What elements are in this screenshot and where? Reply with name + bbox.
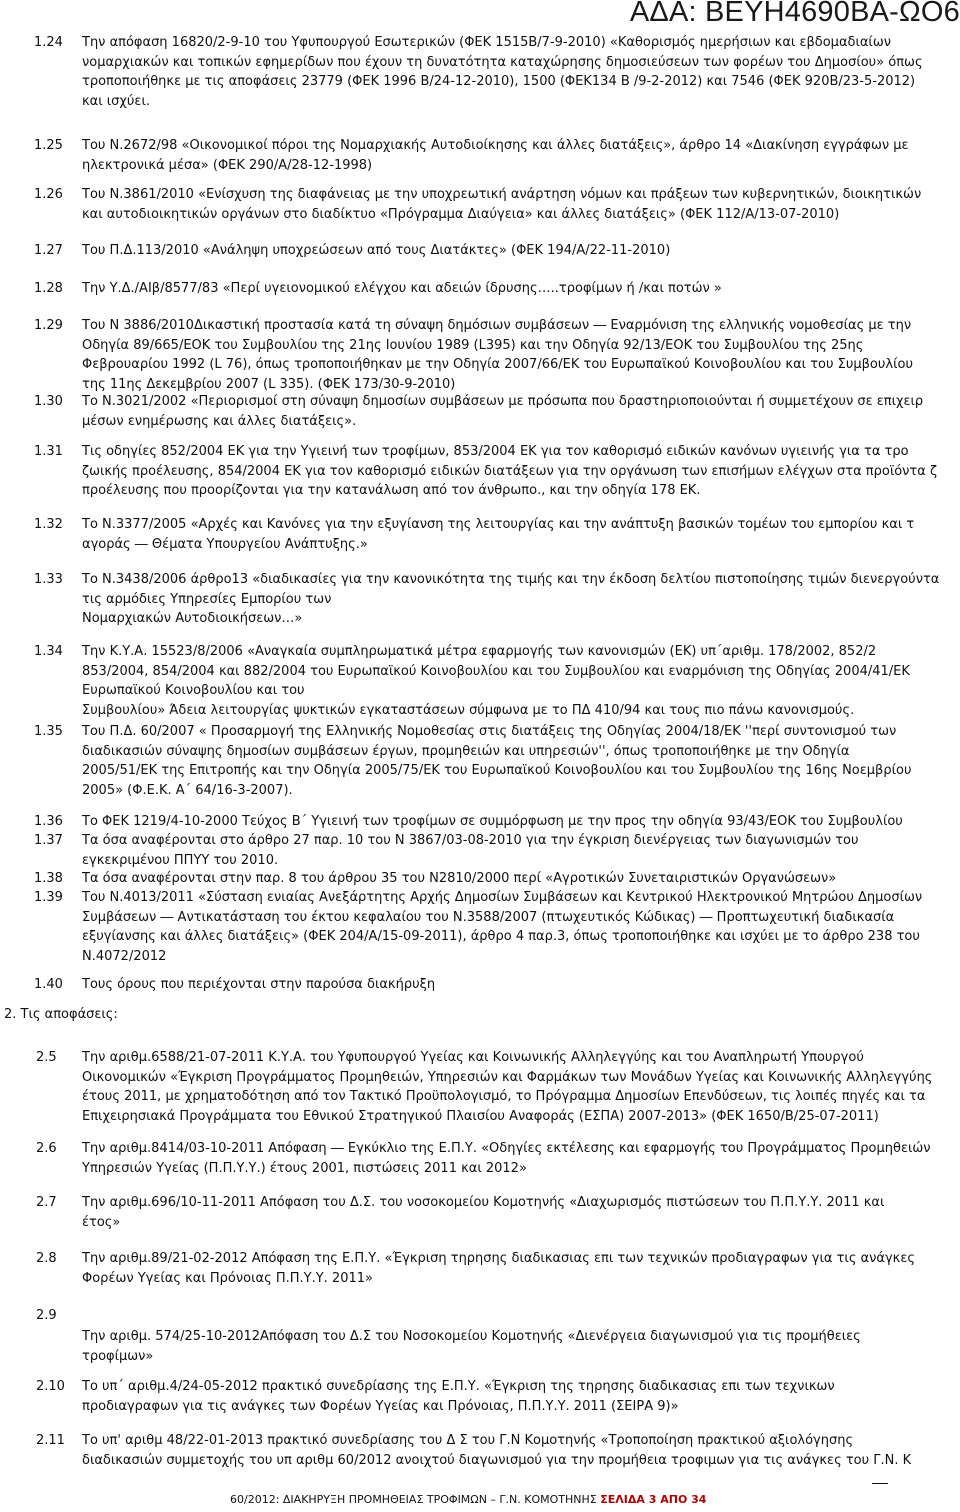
text-line: Το Ν.3438/2006 άρθρο13 «διαδικασίες για την κανονικότητα της τιμής και την έκδοση δελτίου πιστοποίησης τιμών διενεργούντα [82, 572, 940, 587]
text-line: εξυγίανσης και άλλες διατάξεις» (ΦΕΚ 204/Α/15-09-2011), άρθρο 4 παρ.3, όπως τροποποιήθηκε και ισχύει με το άρθρο 238 του [82, 929, 920, 944]
item-number: 1.40 [34, 977, 63, 992]
text-line: διαδικασιών σύναψης δημοσίων συμβάσεων έργων, προμηθειών και υπηρεσιών'', όπως τροποποιήθηκε με την Οδηγία [82, 743, 850, 759]
item-text [82, 316, 960, 394]
text-line: Νομαρχιακών Αυτοδιοικήσεων…» [82, 611, 303, 626]
text-line: Φορέων Υγείας και Πρόνοιας Π.Π.Υ.Υ. 2011» [82, 1270, 373, 1286]
text-line: Τις οδηγίες 852/2004 ΕΚ για την Υγιεινή των τροφίμων, 853/2004 ΕΚ για τον καθορισμό ειδικών κανόνων υγιεινής για τα τρο [82, 444, 909, 459]
text-line: τις αρμόδιες Υπηρεσίες Εμπορίου των [82, 591, 332, 607]
item-text [82, 33, 960, 111]
text-line: μέσων ενημέρωσης και άλλες διατάξεις». [82, 413, 357, 429]
item-number: 1.27 [34, 243, 63, 258]
text-line: και αυτοδιοικητικών οργάνων στο διαδίκτυο «Πρόγραμμα Διαύγεια» και άλλες διατάξεις» (ΦΕΚ 112/Α/13-07-2010) [82, 206, 840, 222]
section-2-title: 2. Τις αποφάσεις: [4, 1007, 118, 1022]
text-line: Ν.4072/2012 [82, 948, 167, 964]
text-line: Επιχειρησιακά Προγράμματα του Εθνικού Στρατηγικού Πλαισίου Αναφοράς (ΕΣΠΑ) 2007-2013» (ΦΕΚ 1650/Β/25-07-2011) [82, 1108, 879, 1124]
item-number: 1.28 [34, 281, 63, 296]
text-line: Συμβάσεων ― Αντικατάσταση του έκτου κεφαλαίου του Ν.3588/2007 (πτωχευτικός Κώδικας) ― Προπτωχευτική διαδικασία [82, 909, 895, 925]
text-line: Το Ν.3377/2005 «Αρχές και Κανόνες για την εξυγίανση της λειτουργίας και την ανάπτυξη βασικών τομέων του εμπορίου και τ [82, 517, 915, 532]
text-line: Το Ν.3021/2002 «Περιορισμοί στη σύναψη δημοσίων συμβάσεων με πρόσωπα που δραστηριοποιούνται ή συμμετέχουν σε επιχειρ [82, 394, 924, 409]
text-line: Την αριθμ.8414/03-10-2011 Απόφαση ― Εγκύκλιο της Ε.Π.Υ. «Οδηγίες εκτέλεσης και εφαρμογής του Προγράμματος Προμηθειών [82, 1141, 931, 1156]
item-text [82, 515, 960, 554]
text-line: 853/2004, 854/2004 και 882/2004 του Ευρωπαϊκού Κοινοβουλίου και του Συμβουλίου και εναρμόνιση της Οδηγίας 2004/41/ΕΚ [82, 663, 910, 679]
text-line: Την Υ.Δ./ΑΙβ/8577/83 «Περί υγειονομικού ελέγχου και αδειών ίδρυσης…..τροφίμων ή /και ποτών » [82, 281, 722, 296]
text-line: Την αριθμ.6588/21-07-2011 Κ.Υ.Α. του Υφυπουργού Υγείας και Κοινωνικής Αλληλεγγύης και του Αναπληρωτή Υπουργού [82, 1050, 864, 1065]
text-line: Υπηρεσιών Υγείας (Π.Π.Υ.Υ.) έτους 2001, πιστώσεις 2011 και 2012» [82, 1160, 527, 1176]
item-number: 1.37 [34, 833, 63, 848]
text-line: ηλεκτρονικά μέσα» (ΦΕΚ 290/Α/28-12-1998) [82, 157, 373, 173]
text-line: Την αριθμ.696/10-11-2011 Απόφαση του Δ.Σ. του νοσοκομείου Κομοτηνής «Διαχωρισμός πιστώσεων του Π.Π.Υ.Υ. 2011 και [82, 1195, 885, 1210]
text-line: νομαρχιακών και τοπικών εφημερίδων που έχουν τη δυνατότητα καταχώρησης δημοσιεύσεων των φορέων του Δημοσίου» όπως [82, 54, 923, 70]
item-text [82, 1327, 960, 1366]
text-line: Του Ν.3861/2010 «Ενίσχυση της διαφάνειας με την υποχρεωτική ανάρτηση νόμων και πράξεων των κυβερνητικών, διοικητικών [82, 187, 922, 202]
text-line: Την αριθμ. 574/25-10-2012Απόφαση του Δ.Σ του Νοσοκομείου Κομοτηνής «Διενέργεια διαγωνισμού για τις προμήθειες [82, 1329, 861, 1344]
text-line: Του Ν 3886/2010Δικαστική προστασία κατά τη σύναψη δημόσιων συμβάσεων ― Εναρμόνιση της ελληνικής νομοθεσίας με την [82, 318, 912, 333]
text-line: Του Ν.2672/98 «Οικονομικοί πόροι της Νομαρχιακής Αυτοδιοίκησης και άλλες διατάξεις», άρθρο 14 «Διακίνηση εγγράφων με [82, 138, 909, 153]
ada-code: ΑΔΑ: ΒΕΥΗ4690ΒΑ-ΩΟ6 [629, 0, 960, 28]
item-text [82, 392, 960, 431]
text-line: Την αριθμ.89/21-02-2012 Απόφαση της Ε.Π.Υ. «Έγκριση τηρησης διαδικασιας επι των τεχνικών προδιαγραφων για τις ανάγκες [82, 1251, 915, 1266]
item-number: 1.34 [34, 644, 63, 659]
text-line: ζωικής προέλευσης, 854/2004 ΕΚ για τον καθορισμό ειδικών διατάξεων για την οργάνωση των επισήμων ελέγχων στα προϊόντα ζ [82, 463, 938, 479]
item-text [82, 888, 960, 966]
text-line: διαδικασιών συμμετοχής του υπ αριθμ 60/2012 ανοιχτού διαγωνισμού για την προμήθεια τροφιμων για τις ανάγκες του Γ.Ν. Κ [82, 1452, 912, 1468]
text-line: Την Κ.Υ.Α. 15523/8/2006 «Αναγκαία συμπληρωματικά μέτρα εφαρμογής των κανονισμών (ΕΚ) υπ΄αριθμ. 178/2002, 852/2 [82, 644, 877, 659]
text-line: Τα όσα αναφέρονται στην παρ. 8 του άρθρου 35 του Ν2810/2000 περί «Αγροτικών Συνεταιριστικών Οργανώσεων» [82, 871, 837, 886]
text-line: της 11ης Δεκεμβρίου 2007 (L 335). (ΦΕΚ 173/30-9-2010) [82, 376, 456, 392]
text-line: 2005» (Φ.Ε.Κ. Α΄ 64/16-3-2007). [82, 782, 293, 798]
text-line: Του Π.Δ.113/2010 «Ανάληψη υποχρεώσεων από τους Διατάκτες» (ΦΕΚ 194/Α/22-11-2010) [82, 243, 671, 258]
item-number: 1.31 [34, 444, 63, 459]
item-number: 1.32 [34, 517, 63, 532]
text-line: Οδηγία 89/665/ΕΟΚ του Συμβουλίου της 21ης Ιουνίου 1989 (L395) και την Οδηγία 92/13/ΕΟΚ του Συμβουλίου της 25ης [82, 337, 864, 353]
text-line: αγοράς ― Θέματα Υπουργείου Ανάπτυξης.» [82, 536, 368, 552]
item-number: 1.39 [34, 890, 63, 905]
item-number: 1.36 [34, 814, 63, 829]
text-line: εγκεκριμένου ΠΠΥΥ του 2010. [82, 852, 279, 868]
text-line: Τους όρους που περιέχονται στην παρούσα διακήρυξη [82, 977, 436, 992]
text-line: τροποποιήθηκε με τις αποφάσεις 23779 (ΦΕΚ 1996 Β/24-12-2010), 1500 (ΦΕΚ134 Β /9-2-2012) και 7546 (ΦΕΚ 920Β/23-5-2012) [82, 74, 916, 89]
text-line: Το υπ΄ αριθμ.4/24-05-2012 πρακτικό συνεδρίασης της Ε.Π.Υ. «Έγκριση της τηρησης διαδικασιας επι των τεχνικων [82, 1379, 835, 1394]
item-number: 2.8 [36, 1251, 57, 1266]
page-footer [230, 1493, 706, 1506]
item-text [82, 136, 960, 175]
item-number: 1.26 [34, 187, 63, 202]
footer-page-number: ΣΕΛΙΔΑ 3 ΑΠΟ 34 [600, 1493, 707, 1506]
item-number: 2.7 [36, 1195, 57, 1210]
text-line: Την απόφαση 16820/2-9-10 του Υφυπουργού Εσωτερικών (ΦΕΚ 1515Β/7-9-2010) «Καθορισμός ημερήσιων και εβδομαδιαίων [82, 35, 891, 50]
item-text [82, 185, 960, 224]
item-text [82, 812, 960, 832]
item-text [82, 570, 960, 629]
text-line: προδιαγραφων για τις ανάγκες των Φορέων Υγείας και Πρόνοιας, Π.Π.Υ.Υ. 2011 (ΣΕΙΡΑ 9)» [82, 1398, 679, 1414]
text-line: Του Ν.4013/2011 «Σύσταση ενιαίας Ανεξάρτητης Αρχής Δημοσίων Συμβάσεων και Κεντρικού Ηλεκτρονικού Μητρώου Δημοσίων [82, 890, 923, 905]
item-text [82, 1431, 960, 1470]
item-text [82, 1193, 960, 1232]
item-text [82, 975, 960, 995]
item-number: 2.10 [36, 1379, 65, 1394]
text-line: τροφίμων» [82, 1348, 154, 1364]
text-line: Το υπ' αριθμ 48/22-01-2013 πρακτικό συνεδρίασης του Δ Σ του Γ.Ν Κομοτηνής «Τροποποίηση πρακτικού αξιολόγησης [82, 1433, 854, 1448]
item-text [82, 241, 960, 261]
text-line: Συμβουλίου» Άδεια λειτουργίας ψυκτικών εγκαταστάσεων σύμφωνα με το ΠΔ 410/94 και τους πιο πάνω κανονισμούς. [82, 702, 855, 718]
text-line: 2005/51/ΕΚ της Επιτροπής και την Οδηγία 2005/75/ΕΚ του Ευρωπαϊκού Κοινοβουλίου και του Συμβουλίου της 16ης Νοεμβρίου [82, 763, 912, 778]
item-text [82, 442, 960, 501]
footer-dash [872, 1483, 888, 1484]
text-line: Ευρωπαϊκού Κοινοβουλίου και του [82, 683, 305, 698]
text-line: Οικονομικών «Έγκριση Προγράμματος Προμηθειών, Υπηρεσιών και Φαρμάκων των Μονάδων Υγείας και Κοινωνικής Αλληλεγγύης [82, 1069, 933, 1085]
item-text [82, 1249, 960, 1288]
text-line: έτους 2011, με χρηματοδότηση από τον Τακτικό Προϋπολογισμό, το Πρόγραμμα Δημοσίων Επενδύσεων, τις λοιπές πηγές και τα [82, 1089, 926, 1104]
item-number: 1.29 [34, 318, 63, 333]
item-text [82, 831, 960, 870]
text-line: προέλευσης που προορίζονται για την κατανάλωση από τον άνθρωπο., και την οδηγία 178 ΕΚ. [82, 483, 701, 498]
item-number: 2.5 [36, 1050, 57, 1065]
item-text [82, 722, 960, 800]
item-text [82, 642, 960, 720]
text-line: Το ΦΕΚ 1219/4-10-2000 Τεύχος Β΄ Υγιεινή των τροφίμων σε συμμόρφωση με την προς την οδηγία 93/43/ΕΟΚ του Συμβουλίου [82, 814, 903, 829]
item-number: 1.35 [34, 724, 63, 739]
footer-title: 60/2012: ΔΙΑΚΗΡΥΞΗ ΠΡΟΜΗΘΕΙΑΣ ΤΡΟΦΙΜΩΝ – Γ.Ν. ΚΟΜΟΤΗΝΗΣ [230, 1493, 597, 1506]
item-number: 1.24 [34, 35, 63, 50]
item-text [82, 1139, 960, 1178]
item-number: 1.33 [34, 572, 63, 587]
item-number: 2.6 [36, 1141, 57, 1156]
item-text [82, 1048, 960, 1126]
item-number: 1.38 [34, 871, 63, 886]
item-number: 2.9 [36, 1308, 57, 1323]
item-number: 1.25 [34, 138, 63, 153]
item-number: 1.30 [34, 394, 63, 409]
text-line: έτος» [82, 1214, 121, 1230]
item-text [82, 1377, 960, 1416]
item-text [82, 279, 960, 299]
item-number: 2.11 [36, 1433, 65, 1448]
text-line: Τα όσα αναφέρονται στο άρθρο 27 παρ. 10 του Ν 3867/03-08-2010 για την έγκριση διενέργειας των διαγωνισμών του [82, 833, 859, 848]
text-line: Του Π.Δ. 60/2007 « Προσαρμογή της Ελληνικής Νομοθεσίας στις διατάξεις της Οδηγίας 2004/18/ΕΚ ''περί συντονισμού των [82, 724, 897, 739]
item-text [82, 869, 960, 889]
text-line: και ισχύει. [82, 93, 150, 109]
text-line: Φεβρουαρίου 1992 (L 76), όπως τροποποιήθηκαν με την Οδηγία 2007/66/ΕΚ του Ευρωπαϊκού Κοινοβουλίου και του Συμβουλίου [82, 357, 913, 372]
